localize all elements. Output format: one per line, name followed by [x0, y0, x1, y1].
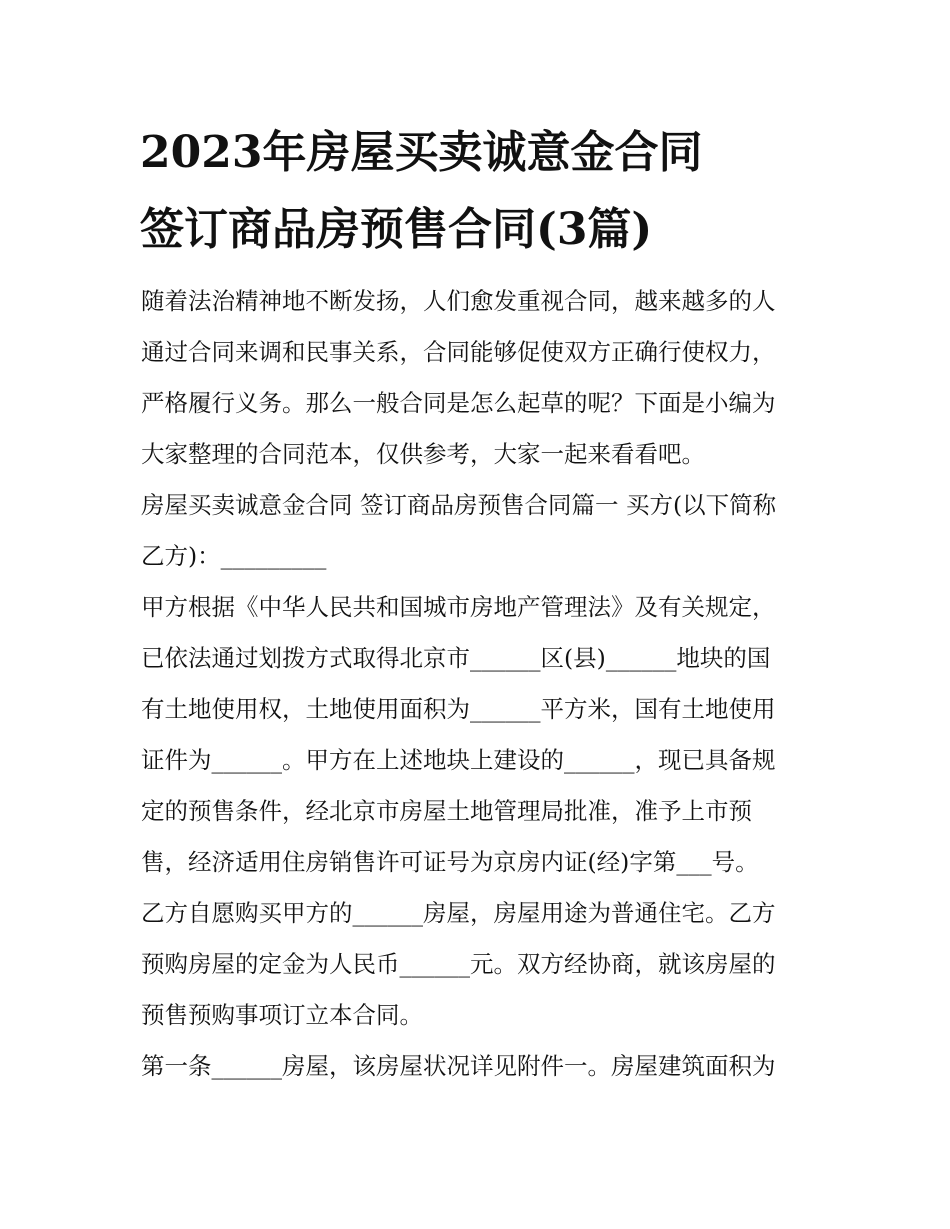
body-line: 通过合同来调和民事关系，合同能够促使双方正确行使权力， [141, 338, 776, 366]
body-line: 定的预售条件，经北京市房屋土地管理局批准，准予上市预 [141, 797, 752, 825]
body-line: 售，经济适用住房销售许可证号为京房内证(经)字第___号。 [141, 848, 759, 876]
document-title [140, 114, 840, 268]
body-line: 预购房屋的定金为人民币______元。双方经协商，就该房屋的 [141, 950, 776, 978]
title-line: 2023年房屋买卖诚意金合同 [140, 127, 703, 178]
body-line: 乙方自愿购买甲方的______房屋，房屋用途为普通住宅。乙方 [141, 899, 776, 927]
body-line: 严格履行义务。那么一般合同是怎么起草的呢？下面是小编为 [141, 389, 776, 417]
body-line: 预售预购事项订立本合同。 [141, 1001, 423, 1029]
document-body [141, 276, 821, 1092]
body-line: 乙方)：_________ [141, 542, 327, 570]
body-line: 房屋买卖诚意金合同 签订商品房预售合同篇一 买方(以下简称 [141, 491, 777, 519]
body-line: 已依法通过划拨方式取得北京市______区(县)______地块的国 [141, 644, 771, 672]
title-line: 签订商品房预售合同(3篇) [140, 204, 653, 255]
body-line: 甲方根据《中华人民共和国城市房地产管理法》及有关规定， [141, 593, 776, 621]
body-line: 有土地使用权，土地使用面积为______平方米，国有土地使用 [141, 695, 776, 723]
body-line: 大家整理的合同范本，仅供参考，大家一起来看看吧。 [141, 440, 705, 468]
body-line: 第一条______房屋，该房屋状况详见附件一。房屋建筑面积为 [141, 1052, 776, 1080]
body-line: 随着法治精神地不断发扬，人们愈发重视合同，越来越多的人 [141, 287, 776, 315]
body-line: 证件为______。甲方在上述地块上建设的______，现已具备规 [141, 746, 776, 774]
